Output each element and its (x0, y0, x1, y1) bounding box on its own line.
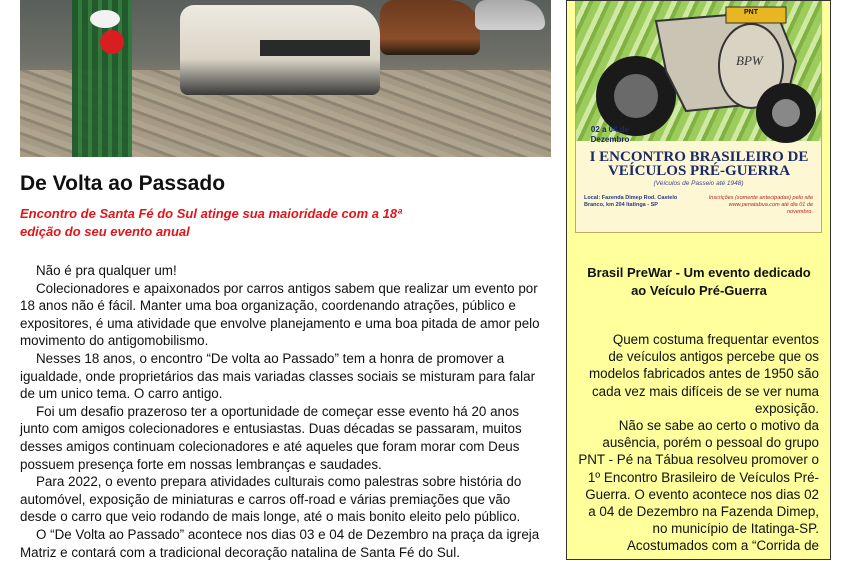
article-paragraph: O “De Volta ao Passado” acontece nos dias 03 e 04 de Dezembro na praça da igreja Matriz e contará com a tradicional decoração natalina de Santa Fé do Sul. (20, 526, 540, 560)
poster-subtitle: (Veículos de Passeio até 1948) (653, 180, 744, 187)
article-paragraph: Para 2022, o evento prepara atividades culturais como palestras sobre história do automóvel, exposição de miniaturas e carros off-road e várias premiações que vão desde o carro que veio rodando de mais longe, até o mais bonito eleito pelo público. (20, 474, 522, 525)
poster-title: I ENCONTRO BRASILEIRO DE VEÍCULOS PRÉ-GUERRA (589, 149, 809, 179)
car-grille (260, 40, 370, 56)
article-paragraph: Colecionadores e apaixonados por carros antigos sabem que realizar um evento por 18 anos não é fácil. Manter uma boa organização, coordenando atrações, público e expositores, é uma atividade que envolve planejamento e uma boa pitada de amor pelo movimento do antigomobilismo. (20, 280, 540, 349)
article-paragraph: Nesses 18 anos, o encontro “De volta ao Passado” tem a honra de promover a igualdade, onde proprietários das mais variadas classes sociais se misturam para falar de um unico tema. O carro antigo. (20, 350, 536, 402)
article-photo (20, 0, 551, 157)
article-paragraph: Não é pra qualquer um! (36, 263, 177, 278)
poster-date: 02 a 04 de Dezembro (590, 125, 630, 144)
article-body (20, 262, 550, 561)
poster-brand: PNT (744, 9, 758, 16)
sidebar-paragraph: Acostumados com a “Corrida de (626, 538, 819, 554)
article-headline: De Volta ao Passado (20, 172, 226, 195)
sidebar-paragraph: Quem costuma frequentar eventos de veículos antigos percebe que os modelos fabricados antes de 1950 são cada vez mais difíceis de se ver numa exposição. (588, 332, 819, 416)
article-subheadline: Encontro de Santa Fé do Sul atinge sua maioridade com a 18ª edição do seu evento anual (20, 206, 402, 239)
article-paragraph: Foi um desafio prazeroso ter a oportunidade de começar esse evento há 20 anos junto com amigos colecionadores e entusiastas. Duas décadas se passaram, muitos desses amigos continuam colecionadores e até aqueles que foram morar com Deus possuem presença forte em nossas lembranças e saudades. (20, 403, 522, 472)
poster-registration: Inscrições (somente antecipadas) pelo site www.penatabua.com até dia 01 de novembro. (708, 195, 813, 215)
sidebar-box (566, 0, 831, 560)
poster-monogram: BPW (736, 53, 763, 68)
christmas-ornament-icon (100, 30, 124, 54)
silver-classic-car (475, 0, 545, 30)
sidebar-paragraph: Não se sabe ao certo o motivo da ausência, porém o pessoal do grupo PNT - Pé na Tábua resolveu promover o 1º Encontro Brasileiro de Veículos Pré-Guerra. O evento acontece nos dias 02 a 04 de Dezembro na Fazenda Dimep, no município de Itatinga-SP. (578, 418, 819, 537)
sidebar-body (577, 331, 819, 555)
event-poster (575, 1, 822, 233)
christmas-bow-icon (90, 10, 120, 28)
brown-classic-car (380, 0, 480, 55)
poster-location: Local: Fazenda Dimep Rod. Castelo Branco, km 204 Itatinga - SP (584, 195, 678, 208)
sidebar-title: Brasil PreWar - Um evento dedicado ao Veículo Pré-Guerra (587, 265, 811, 298)
